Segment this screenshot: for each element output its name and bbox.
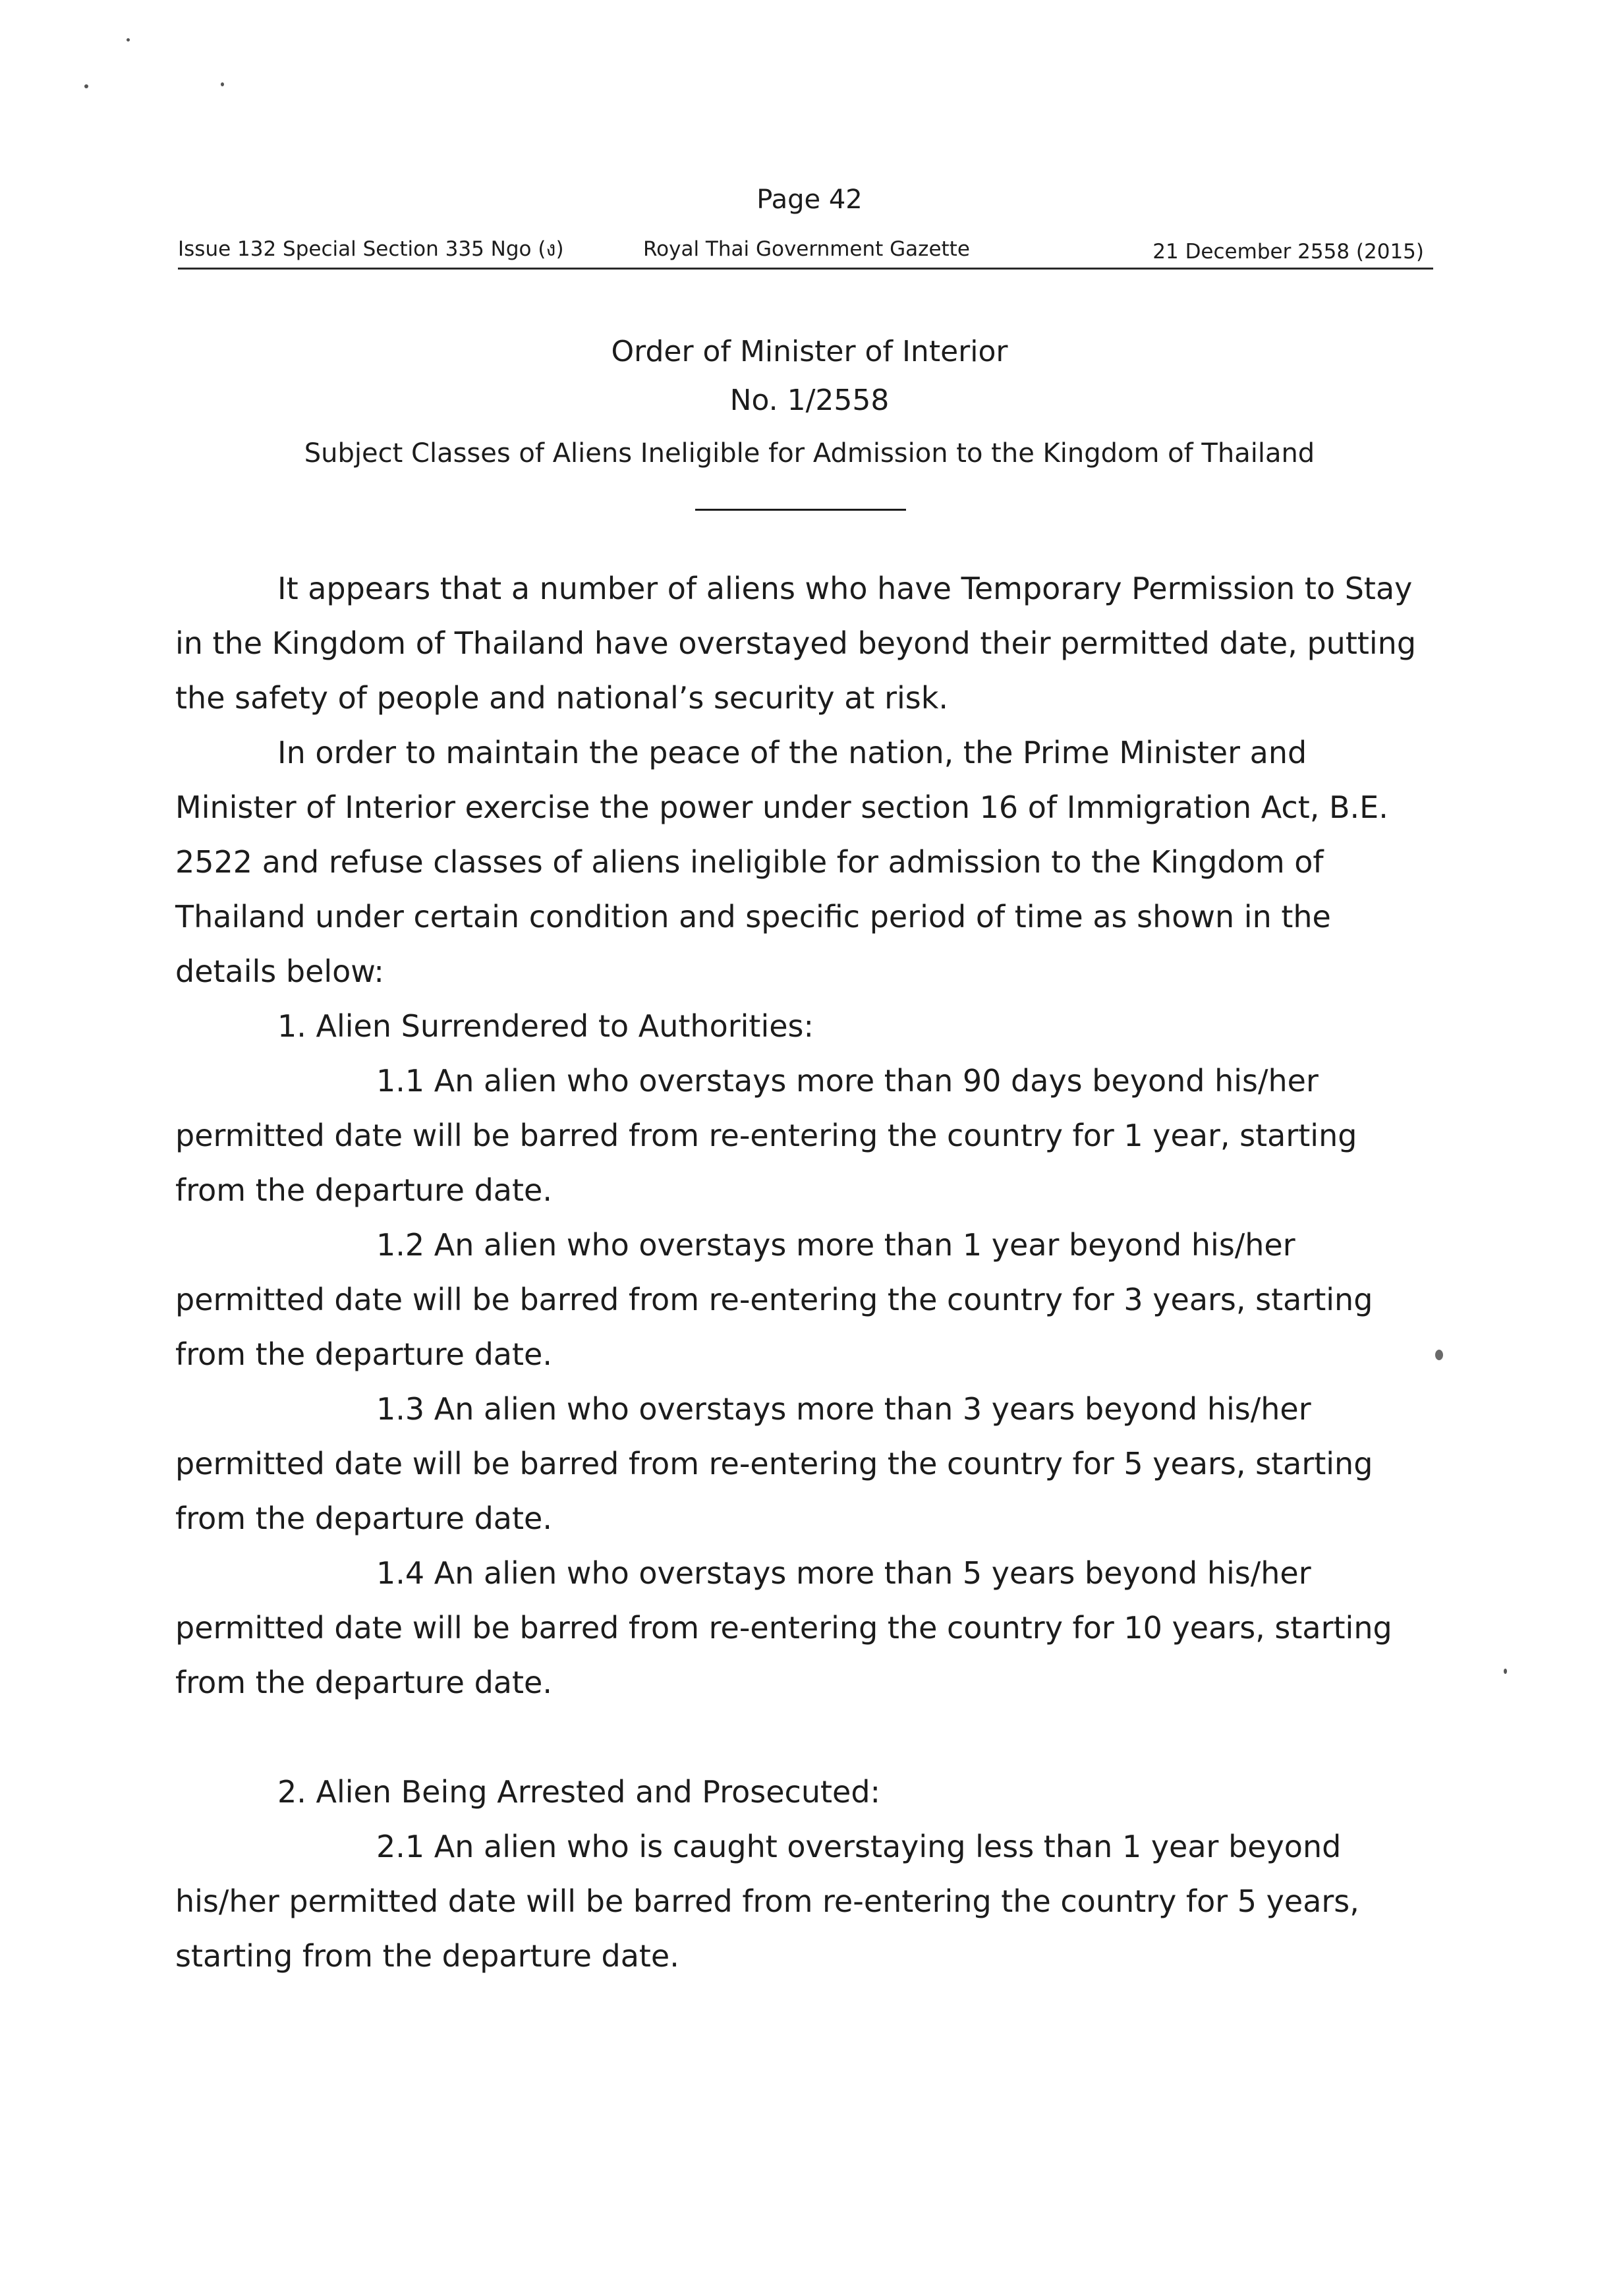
clause-1-3: 1.3 An alien who overstays more than 3 years beyond his/her permitted date will be barred from re-entering the country for 5 years, starting from the departure date. bbox=[175, 1391, 1373, 1536]
scan-speck bbox=[127, 38, 130, 42]
clause-1-1: 1.1 An alien who overstays more than 90 days beyond his/her permitted date will be barred from re-entering the country for 1 year, starting from the departure date. bbox=[175, 1063, 1357, 1208]
order-body bbox=[175, 561, 1427, 1984]
order-subject: Subject Classes of Aliens Ineligible for Admission to the Kingdom of Thailand bbox=[304, 438, 1315, 469]
scan-speck bbox=[84, 84, 88, 88]
section-spacer bbox=[175, 1710, 1427, 1765]
clause-1-4: 1.4 An alien who overstays more than 5 years beyond his/her permitted date will be barred from re-entering the country for 10 years, starting from the departure date. bbox=[175, 1555, 1392, 1700]
publication-name: Royal Thai Government Gazette bbox=[643, 237, 970, 261]
gazette-header bbox=[178, 235, 1433, 268]
header-divider bbox=[178, 268, 1433, 270]
clause-1-2: 1.2 An alien who overstays more than 1 year beyond his/her permitted date will be barred from re-entering the country for 3 years, starting from the departure date. bbox=[175, 1227, 1373, 1372]
section-1-heading: 1. Alien Surrendered to Authorities: bbox=[277, 1008, 814, 1044]
scan-speck bbox=[1435, 1350, 1443, 1360]
order-title: Order of Minister of Interior bbox=[611, 335, 1008, 368]
section-2-heading: 2. Alien Being Arrested and Prosecuted: bbox=[277, 1774, 881, 1810]
paragraph-preamble: It appears that a number of aliens who have Temporary Permission to Stay in the Kingdom of Thailand have overstayed beyond their permitted date, putting the safety of people and national’s security at risk. bbox=[175, 571, 1417, 716]
page-number: Page 42 bbox=[756, 185, 863, 215]
order-number: No. 1/2558 bbox=[729, 384, 890, 417]
issue-info: Issue 132 Special Section 335 Ngo (ง) bbox=[178, 237, 564, 261]
title-divider bbox=[695, 509, 906, 511]
clause-2-1: 2.1 An alien who is caught overstaying less than 1 year beyond his/her permitted date will be barred from re-entering the country for 5 years, starting from the departure date. bbox=[175, 1829, 1359, 1974]
paragraph-authority: In order to maintain the peace of the nation, the Prime Minister and Minister of Interior exercise the power under section 16 of Immigration Act, B.E. 2522 and refuse classes of aliens ineligible for admission to the Kingdom of Thailand under certain condition and specific period of time as shown in the details below: bbox=[175, 735, 1388, 989]
publication-date: 21 December 2558 (2015) bbox=[1152, 240, 1424, 264]
scan-speck bbox=[221, 82, 224, 86]
scan-speck bbox=[1504, 1669, 1507, 1674]
